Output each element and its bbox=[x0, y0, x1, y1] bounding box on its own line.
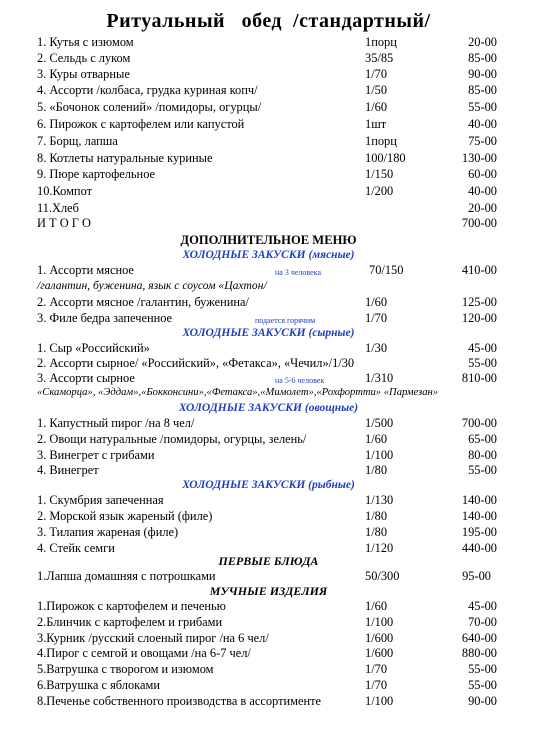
menu-row bbox=[37, 493, 497, 508]
item-qty: 1/130 bbox=[365, 493, 394, 507]
item-price: 80-00 bbox=[468, 448, 497, 462]
item-price: 20-00 bbox=[468, 201, 497, 215]
item-name: 9. Пюре картофельное bbox=[37, 167, 156, 181]
item-detail: «Скаморца», «Эддам»,«Бокконсини»,«Фетакса»,«Мимолет»,«Рохфортти» «Пармезан» bbox=[37, 387, 439, 398]
item-price: 90-00 bbox=[468, 67, 497, 81]
menu-row bbox=[37, 525, 497, 540]
total-label: И Т О Г О bbox=[37, 216, 91, 230]
item-name: 3. Ассорти сырное bbox=[37, 371, 135, 385]
item-detail: /галантин, буженина, язык с соусом «Цахтон/ bbox=[37, 279, 267, 292]
menu-row bbox=[37, 35, 497, 50]
item-name: 3. Винегрет с грибами bbox=[37, 448, 155, 462]
item-price: 90-00 bbox=[468, 694, 497, 708]
item-price: 55-00 bbox=[468, 356, 497, 370]
item-price: 130-00 bbox=[461, 151, 497, 165]
item-price: 195-00 bbox=[461, 525, 497, 539]
item-name: 3. Тилапия жареная (филе) bbox=[37, 525, 179, 539]
item-qty: 1/50 bbox=[365, 83, 388, 97]
item-name: 5. «Бочонок солений» /помидоры, огурцы/ bbox=[37, 100, 262, 114]
item-qty: 100/180 bbox=[365, 151, 406, 165]
item-qty: 1/60 bbox=[365, 432, 388, 446]
menu-row bbox=[37, 416, 497, 431]
item-price: 55-00 bbox=[468, 662, 497, 676]
menu-row bbox=[37, 599, 497, 614]
item-name: 8. Котлеты натуральные куриные bbox=[37, 151, 213, 165]
menu-row bbox=[37, 371, 497, 386]
item-qty: 50/300 bbox=[365, 569, 400, 583]
menu-row bbox=[37, 295, 497, 310]
cold-meat-heading: ХОЛОДНЫЕ ЗАКУСКИ (мясные) bbox=[182, 249, 355, 261]
menu-row bbox=[37, 631, 497, 646]
item-name: 2. Сельдь с луком bbox=[37, 51, 131, 65]
item-price: 125-00 bbox=[461, 295, 497, 309]
item-qty: 1/150 bbox=[365, 167, 394, 181]
menu-row bbox=[37, 201, 497, 216]
item-name: 1. Скумбрия запеченная bbox=[37, 493, 164, 507]
item-name: 4.Пирог с семгой и овощами /на 6-7 чел/ bbox=[37, 646, 251, 660]
item-name: 11.Хлеб bbox=[37, 201, 79, 215]
item-name: 1. Ассорти мясное bbox=[37, 263, 134, 277]
item-name: 6.Ватрушка с яблоками bbox=[37, 678, 160, 692]
menu-row bbox=[37, 448, 497, 463]
item-qty: 1/60 bbox=[365, 599, 388, 613]
item-qty: 1/310 bbox=[365, 371, 394, 385]
item-qty: 1/30 bbox=[365, 341, 388, 355]
item-name: 7. Борщ, лапша bbox=[37, 134, 118, 148]
item-name: 4. Винегрет bbox=[37, 463, 99, 477]
menu-row bbox=[37, 678, 497, 693]
cold-veg-heading: ХОЛОДНЫЕ ЗАКУСКИ (овощные) bbox=[178, 402, 359, 414]
menu-row bbox=[37, 646, 497, 661]
item-qty: 1/80 bbox=[365, 525, 388, 539]
item-name: 3. Филе бедра запеченное bbox=[37, 311, 173, 325]
item-qty: 35/85 bbox=[365, 51, 394, 65]
item-qty: 1/70 bbox=[365, 678, 388, 692]
item-name: 3.Курник /русский слоеный пирог /на 6 чел/ bbox=[37, 631, 269, 645]
item-qty: 1/60 bbox=[365, 295, 388, 309]
item-price: 810-00 bbox=[461, 371, 497, 385]
item-qty: 1/100 bbox=[365, 694, 394, 708]
item-price: 95-00 bbox=[462, 569, 491, 583]
additional-menu-heading: ДОПОЛНИТЕЛЬНОЕ МЕНЮ bbox=[180, 233, 357, 247]
menu-row bbox=[37, 694, 497, 709]
item-qty: 1/120 bbox=[365, 541, 394, 555]
item-name: 8.Печенье собственного производства в ассортименте bbox=[37, 694, 322, 708]
item-qty: 1/600 bbox=[365, 631, 394, 645]
item-note: подается горячим bbox=[255, 316, 316, 325]
item-qty: 1/70 bbox=[365, 662, 388, 676]
menu-row bbox=[37, 151, 497, 166]
item-note: на 3 человека bbox=[275, 268, 321, 277]
menu-row bbox=[37, 662, 497, 677]
menu-row bbox=[37, 463, 497, 478]
item-qty: 1/100 bbox=[365, 448, 394, 462]
menu-title: Ритуальный обед /стандартный/ bbox=[106, 10, 431, 32]
item-price: 55-00 bbox=[468, 463, 497, 477]
total-price: 700-00 bbox=[461, 216, 497, 230]
item-price: 55-00 bbox=[468, 100, 497, 114]
item-qty: 1/500 bbox=[365, 416, 394, 430]
item-qty: 1/70 bbox=[365, 67, 388, 81]
cold-fish-heading: ХОЛОДНЫЕ ЗАКУСКИ (рыбные) bbox=[182, 479, 355, 491]
item-name: 5.Ватрушка с творогом и изюмом bbox=[37, 662, 214, 676]
item-qty: 1порц bbox=[365, 35, 397, 49]
item-note: на 5-6 человек bbox=[275, 376, 325, 385]
item-price: 20-00 bbox=[468, 35, 497, 49]
item-name: 4. Ассорти /колбаса, грудка куриная копч/ bbox=[37, 83, 258, 97]
item-price: 55-00 bbox=[468, 678, 497, 692]
item-price: 45-00 bbox=[468, 599, 497, 613]
item-qty: 1/80 bbox=[365, 509, 388, 523]
item-name: 3. Куры отварные bbox=[37, 67, 130, 81]
item-qty: 1/60 bbox=[365, 100, 388, 114]
item-price: 45-00 bbox=[468, 341, 497, 355]
item-name: 10.Компот bbox=[37, 184, 93, 198]
menu-row bbox=[37, 341, 497, 356]
item-price: 60-00 bbox=[468, 167, 497, 181]
item-price: 640-00 bbox=[461, 631, 497, 645]
item-qty: 1/70 bbox=[365, 311, 388, 325]
item-price: 140-00 bbox=[461, 493, 497, 507]
item-qty: 1шт bbox=[365, 117, 387, 131]
item-price: 120-00 bbox=[461, 311, 497, 325]
menu-row bbox=[37, 615, 497, 630]
menu-row bbox=[37, 356, 497, 371]
total-row bbox=[37, 216, 497, 231]
item-qty: 1порц bbox=[365, 134, 397, 148]
menu-row bbox=[37, 263, 497, 278]
item-price: 700-00 bbox=[461, 416, 497, 430]
item-name: 1. Кутья с изюмом bbox=[37, 35, 134, 49]
menu-row bbox=[37, 569, 497, 584]
item-price: 880-00 bbox=[461, 646, 497, 660]
menu-row bbox=[37, 100, 497, 115]
menu-row bbox=[37, 51, 497, 66]
item-name: 6. Пирожок с картофелем или капустой bbox=[37, 117, 245, 131]
item-qty: 1/200 bbox=[365, 184, 394, 198]
item-name: 1. Сыр «Российский» bbox=[37, 341, 150, 355]
item-price: 85-00 bbox=[468, 51, 497, 65]
menu-row bbox=[37, 134, 497, 149]
menu-row bbox=[37, 509, 497, 524]
item-price: 40-00 bbox=[468, 117, 497, 131]
first-courses-heading: ПЕРВЫЕ БЛЮДА bbox=[218, 554, 319, 568]
flour-heading: МУЧНЫЕ ИЗДЕЛИЯ bbox=[209, 584, 328, 598]
menu-row bbox=[37, 117, 497, 132]
menu-row bbox=[37, 311, 497, 326]
menu-row bbox=[37, 83, 497, 98]
item-name: 2. Морской язык жареный (филе) bbox=[37, 509, 213, 523]
item-price: 70-00 bbox=[468, 615, 497, 629]
item-price: 85-00 bbox=[468, 83, 497, 97]
item-qty: 1/80 bbox=[365, 463, 388, 477]
item-name: 2. Овощи натуральные /помидоры, огурцы, зелень/ bbox=[37, 432, 307, 446]
item-name: 2. Ассорти сырное/ «Российский», «Фетакса», «Чечил»/1/30 bbox=[37, 356, 355, 370]
item-name: 1.Лапша домашняя с потрошками bbox=[37, 569, 216, 583]
item-name: 2.Блинчик с картофелем и грибами bbox=[37, 615, 223, 629]
menu-row bbox=[37, 184, 497, 199]
menu-row bbox=[37, 167, 497, 182]
item-name: 1.Пирожок с картофелем и печенью bbox=[37, 599, 226, 613]
item-name: 1. Капустный пирог /на 8 чел/ bbox=[37, 416, 195, 430]
item-qty: 1/100 bbox=[365, 615, 394, 629]
item-price: 65-00 bbox=[468, 432, 497, 446]
item-price: 75-00 bbox=[468, 134, 497, 148]
cold-cheese-heading: ХОЛОДНЫЕ ЗАКУСКИ (сырные) bbox=[182, 327, 355, 339]
item-qty: 1/600 bbox=[365, 646, 394, 660]
item-price: 40-00 bbox=[468, 184, 497, 198]
menu-row bbox=[37, 67, 497, 82]
item-price: 440-00 bbox=[461, 541, 497, 555]
item-name: 4. Стейк семги bbox=[37, 541, 115, 555]
menu-row bbox=[37, 432, 497, 447]
item-price: 140-00 bbox=[461, 509, 497, 523]
item-price: 410-00 bbox=[461, 263, 497, 277]
item-qty: 70/150 bbox=[369, 263, 404, 277]
item-name: 2. Ассорти мясное /галантин, буженина/ bbox=[37, 295, 249, 309]
